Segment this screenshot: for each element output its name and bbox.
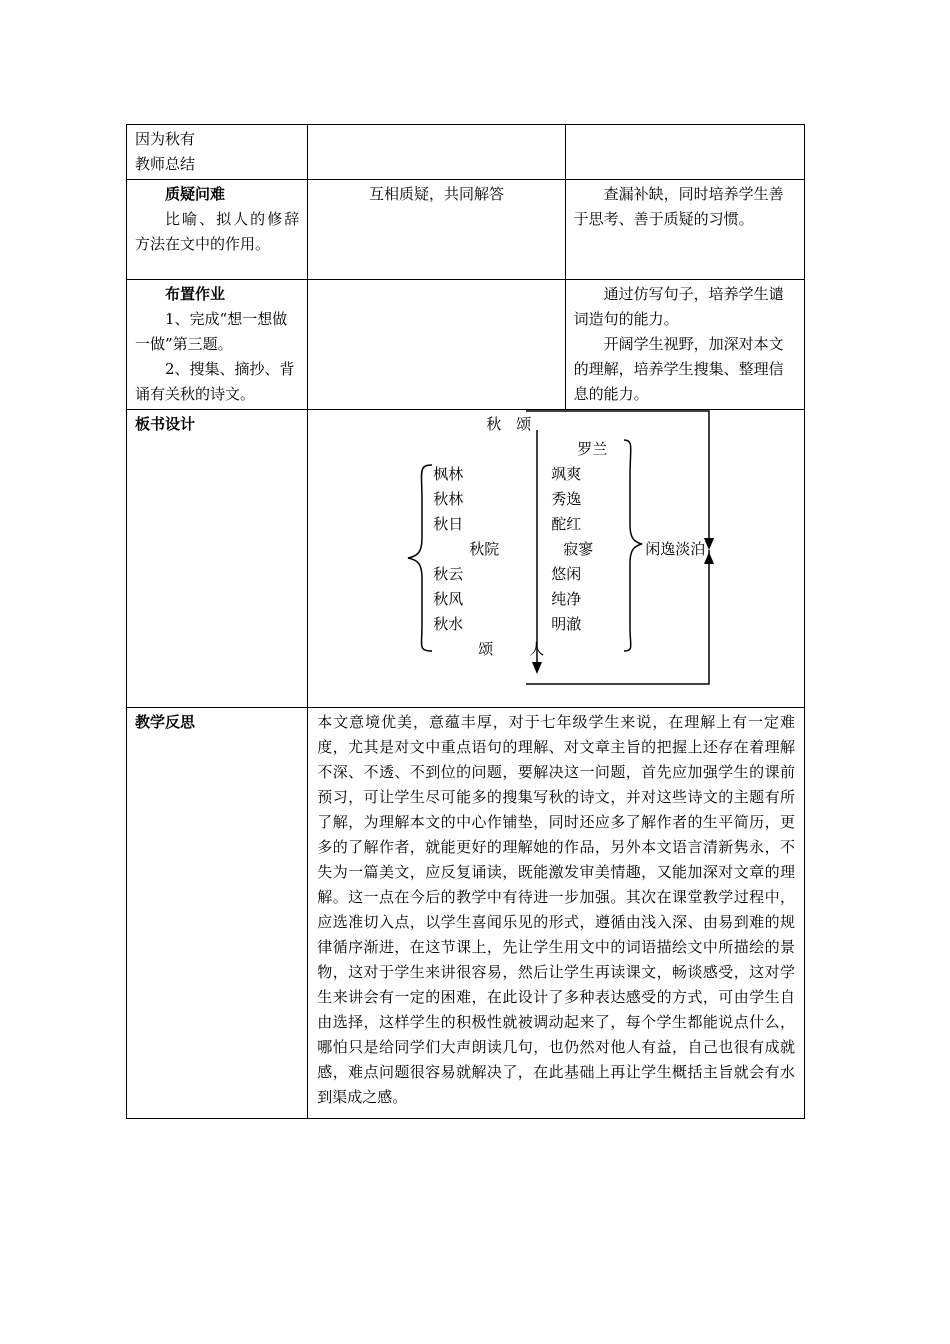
- cell-summary-purpose: [565, 125, 804, 180]
- row-reflection: [127, 708, 805, 1119]
- cell-questioning-step: [127, 180, 308, 280]
- questioning-purpose-text: 查漏补缺，同时培养学生善于思考、善于质疑的习惯。: [573, 185, 784, 228]
- questioning-heading: 质疑问难: [165, 185, 226, 203]
- right-item-7: 明澈: [551, 615, 582, 633]
- lesson-plan-table: [126, 124, 805, 1119]
- cell-summary-activity: [308, 125, 565, 180]
- board-summary: 闲逸淡泊: [645, 540, 706, 558]
- cell-reflection-label: [127, 708, 308, 1119]
- homework-heading: 布置作业: [165, 285, 226, 303]
- board-song: 颂: [478, 640, 494, 658]
- cell-board-label: [127, 410, 308, 708]
- row-teacher-summary: [127, 125, 805, 180]
- left-item-7: 秋水: [433, 615, 464, 633]
- cell-summary-step: [127, 125, 308, 180]
- left-brace: [408, 465, 432, 651]
- board-author: 罗兰: [577, 440, 608, 458]
- homework-purpose-2: 开阔学生视野，加深对本文的理解，培养学生搜集、整理信息的能力。: [573, 335, 784, 403]
- homework-purpose-1: 通过仿写句子，培养学生谴词造句的能力。: [573, 285, 784, 328]
- left-item-4: 秋院: [469, 540, 500, 558]
- arrow-up-head: [704, 552, 714, 564]
- cell-questioning-activity: [308, 180, 565, 280]
- cell-homework-purpose: [565, 280, 804, 410]
- arrow-down-head: [704, 538, 714, 550]
- right-item-2: 秀逸: [551, 490, 582, 508]
- questioning-text: 比喻、拟人的修辞方法在文中的作用。: [135, 210, 300, 253]
- vertical-arrow-head: [532, 662, 542, 674]
- board-diagram: [308, 410, 805, 708]
- right-item-4: 寂寥: [563, 540, 594, 558]
- homework-item-1: 1、完成“想一想做一做”第三题。: [135, 310, 288, 353]
- cell-homework-step: [127, 280, 308, 410]
- right-item-3: 酡红: [551, 515, 582, 533]
- right-item-5: 悠闲: [551, 565, 582, 583]
- summary-line-2: 教师总结: [135, 155, 196, 173]
- row-board-design: [127, 410, 805, 708]
- board-label: 板书设计: [135, 415, 196, 433]
- right-item-1: 飒爽: [551, 465, 582, 483]
- cell-reflection-text: [308, 708, 805, 1119]
- left-item-5: 秋云: [433, 565, 464, 583]
- board-title: 秋 颂: [486, 415, 532, 433]
- reflection-label: 教学反思: [135, 713, 196, 731]
- left-item-1: 枫林: [433, 465, 464, 483]
- summary-line-1: 因为秋有: [135, 130, 196, 148]
- right-brace: [624, 440, 642, 651]
- row-homework: [127, 280, 805, 410]
- homework-item-2: 2、搜集、摘抄、背诵有关秋的诗文。: [135, 360, 295, 403]
- questioning-activity-text: 互相质疑，共同解答: [368, 185, 504, 203]
- left-item-3: 秋日: [433, 515, 464, 533]
- left-item-2: 秋林: [433, 490, 464, 508]
- right-item-6: 纯净: [551, 590, 582, 608]
- row-questioning: [127, 180, 805, 280]
- board-lines: [308, 410, 804, 704]
- reflection-text: 本文意境优美，意蕴丰厚，对于七年级学生来说，在理解上有一定难度，尤其是对文中重点语句的理解、对文章主旨的把握上还存在着理解不深、不透、不到位的问题，要解决这一问题，首先应加强学生的课前预习，可让学生尽可能多的搜集写秋的诗文，并对这些诗文的主题有所了解，为理解本文的中心作铺垫，同时还应多了解作者的生平简历，更多的了解作者，就能更好的理解她的作品，另外本文语言清新隽永，不失为一篇美文，应反复诵读，既能激发审美情趣，又能加深对文章的理解。这一点在今后的教学中有待进一步加强。其次在课堂教学过程中，应选准切入点，以学生喜闻乐见的形式，遵循由浅入深、由易到难的规律循序渐进，在这节课上，先让学生用文中的词语描绘文中所描绘的景物，这对于学生来讲很容易，然后让学生再读课文，畅谈感受，这对学生来讲会有一定的困难，在此设计了多种表达感受的方式，可由学生自由选择，这样学生的积极性就被调动起来了，每个学生都能说点什么，哪怕只是给同学们大声朗读几句，也仍然对他人有益，自己也很有成就感，难点问题很容易就解决了，在此基础上再让学生概括主旨就会有水到渠成之感。: [317, 713, 795, 1106]
- cell-questioning-purpose: [565, 180, 804, 280]
- board-ren: 人: [529, 640, 545, 658]
- left-item-6: 秋风: [433, 590, 464, 608]
- cell-homework-activity: [308, 280, 565, 410]
